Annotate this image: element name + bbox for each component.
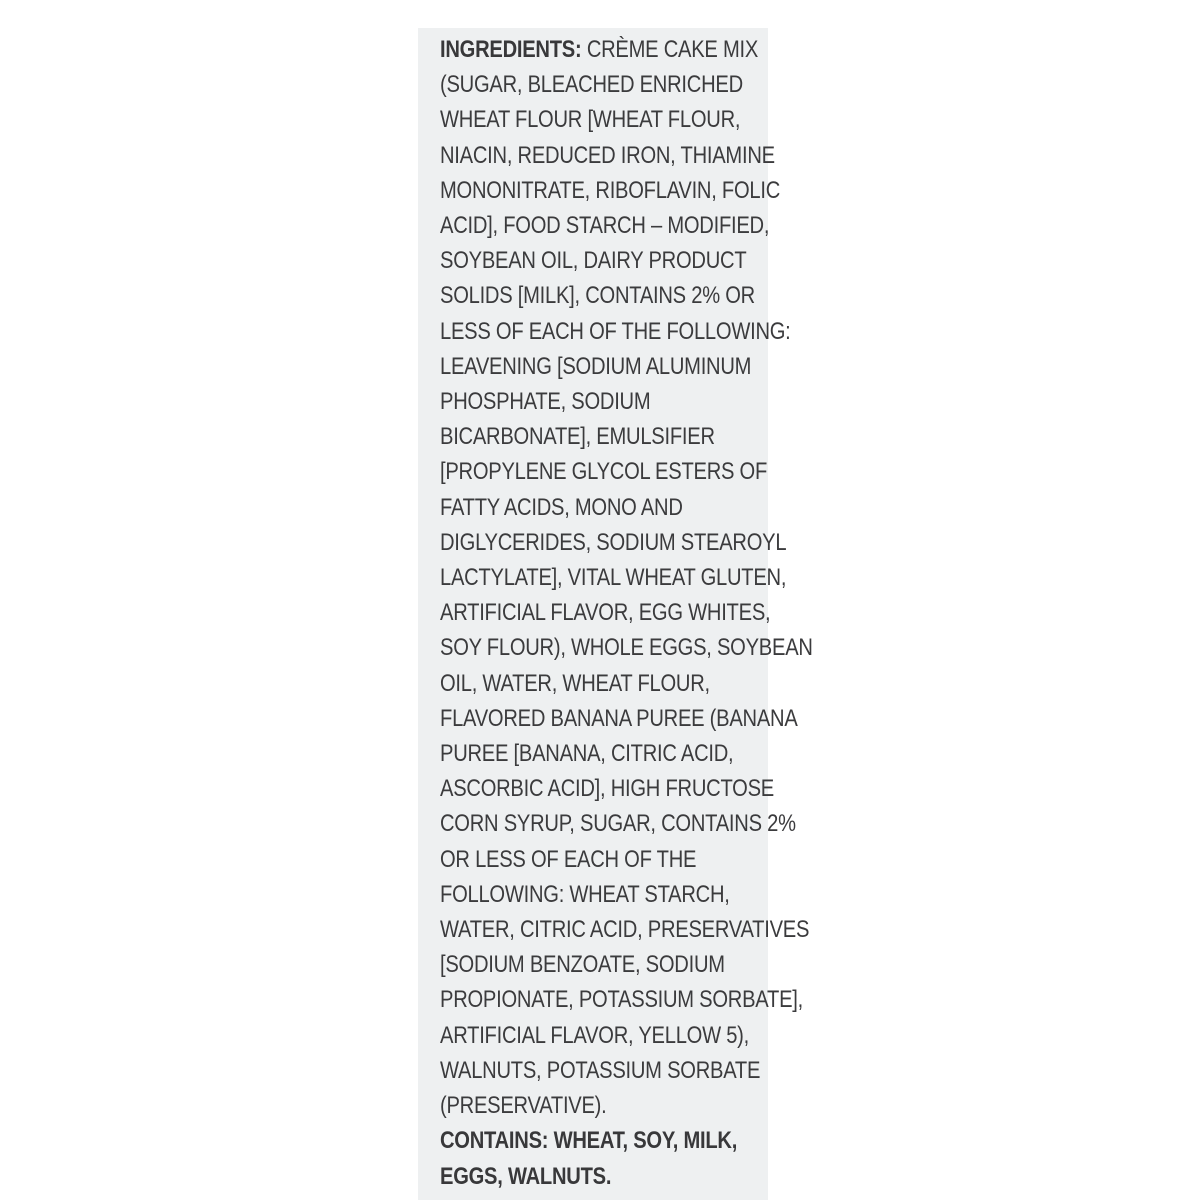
ingredients-line: OIL, WATER, WHEAT FLOUR,	[440, 669, 710, 697]
ingredients-line: ARTIFICIAL FLAVOR, EGG WHITES,	[440, 599, 771, 627]
ingredients-line: LEAVENING [SODIUM ALUMINUM	[440, 352, 752, 380]
ingredients-line: ACID], FOOD STARCH – MODIFIED,	[440, 212, 770, 240]
allergen-contains-line: EGGS, WALNUTS.	[440, 1162, 612, 1190]
ingredients-heading: INGREDIENTS:	[440, 36, 582, 63]
ingredients-line: SOYBEAN OIL, DAIRY PRODUCT	[440, 247, 747, 275]
ingredients-line: LACTYLATE], VITAL WHEAT GLUTEN,	[440, 564, 787, 592]
ingredients-line: WHEAT FLOUR [WHEAT FLOUR,	[440, 106, 741, 134]
ingredients-line: BICARBONATE], EMULSIFIER	[440, 423, 715, 451]
ingredients-line: CORN SYRUP, SUGAR, CONTAINS 2%	[440, 810, 796, 838]
ingredients-line: FLAVORED BANANA PUREE (BANANA	[440, 704, 798, 732]
ingredients-line: PROPIONATE, POTASSIUM SORBATE],	[440, 986, 803, 1014]
ingredients-line: OR LESS OF EACH OF THE	[440, 845, 697, 873]
ingredients-line: SOLIDS [MILK], CONTAINS 2% OR	[440, 282, 755, 310]
ingredients-line: ASCORBIC ACID], HIGH FRUCTOSE	[440, 775, 774, 803]
ingredients-line: PUREE [BANANA, CITRIC ACID,	[440, 740, 734, 768]
ingredients-line: [SODIUM BENZOATE, SODIUM	[440, 951, 725, 979]
ingredients-line: WALNUTS, POTASSIUM SORBATE	[440, 1056, 761, 1084]
ingredients-line: FATTY ACIDS, MONO AND	[440, 493, 683, 521]
ingredients-text-block	[440, 32, 813, 1194]
ingredients-line: (PRESERVATIVE).	[440, 1092, 607, 1120]
ingredients-line: NIACIN, REDUCED IRON, THIAMINE	[440, 141, 775, 169]
ingredients-line: PHOSPHATE, SODIUM	[440, 388, 651, 416]
ingredients-line: FOLLOWING: WHEAT STARCH,	[440, 880, 730, 908]
ingredients-line: LESS OF EACH OF THE FOLLOWING:	[440, 317, 791, 345]
ingredients-line: INGREDIENTS: CRÈME CAKE MIX	[440, 36, 759, 63]
ingredients-line: WATER, CITRIC ACID, PRESERVATIVES	[440, 916, 810, 944]
allergen-contains-line: CONTAINS: WHEAT, SOY, MILK,	[440, 1127, 738, 1155]
ingredients-line: SOY FLOUR), WHOLE EGGS, SOYBEAN	[440, 634, 813, 662]
ingredients-line: [PROPYLENE GLYCOL ESTERS OF	[440, 458, 768, 486]
ingredients-label-panel	[418, 28, 813, 1200]
ingredients-line: ARTIFICIAL FLAVOR, YELLOW 5),	[440, 1021, 750, 1049]
ingredients-line: MONONITRATE, RIBOFLAVIN, FOLIC	[440, 176, 781, 204]
ingredients-line: DIGLYCERIDES, SODIUM STEAROYL	[440, 528, 787, 556]
ingredients-line: (SUGAR, BLEACHED ENRICHED	[440, 71, 743, 99]
